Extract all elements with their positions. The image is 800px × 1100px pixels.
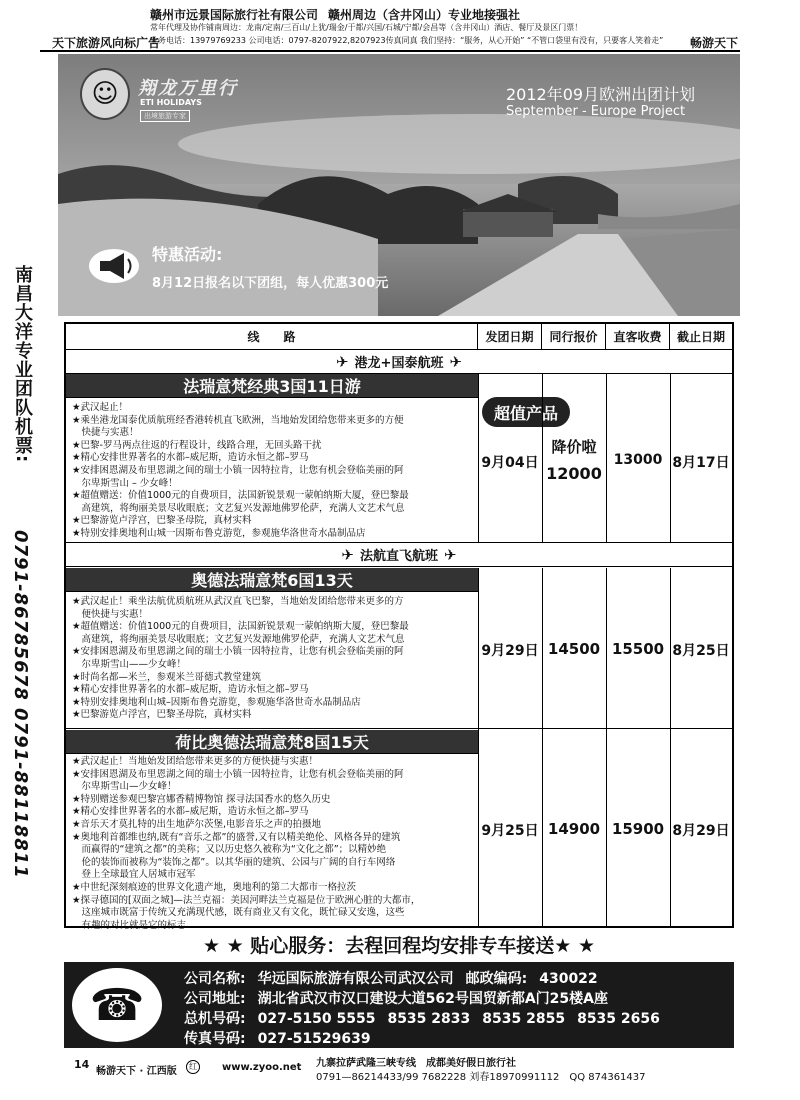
tour-2-line: ★巴黎游览卢浮宫，巴黎圣母院，真材实料 <box>72 709 252 721</box>
company-address: 湖北省武汉市汉口建设大道562号国贸新都A门25楼A座 <box>257 991 608 1007</box>
tour-3-line: ★安排困恩湖及布里恩湖之间的瑞士小镇一因特拉肯，让您有机会登临美丽的阿 <box>72 768 404 780</box>
company-name: 华远国际旅游有限公司武汉公司 <box>257 971 454 987</box>
tour-2-retail-price: 15500 <box>611 640 665 658</box>
tour-table <box>64 322 734 931</box>
label: 邮政编码: <box>465 971 528 987</box>
header-divider <box>40 50 740 52</box>
tour-1-retail-price: 13000 <box>613 452 663 468</box>
tour-1-line: ★安排困恩湖及布里恩湖之间的瑞士小镇一因特拉肯，让您有机会登临美丽的阿 <box>72 464 404 476</box>
tour-1-deadline: 8月17日 <box>672 455 730 471</box>
side-phones: 0791-86785678 0791-88118811 <box>10 530 31 879</box>
tour-1-line: ★巴黎游览卢浮宫，巴黎圣母院，真材实料 <box>72 515 252 527</box>
logo-subtitle: 出境旅游专家 <box>140 110 190 122</box>
label: 总机号码: <box>184 1011 246 1027</box>
tour-2-line: 高建筑，将绚丽美景尽收眼底；文艺复兴发源地佛罗伦萨，充满人文艺术气息 <box>72 633 405 645</box>
footer-ad-title: 九寨拉萨武隆三峡专线 成都美好假日旅行社 <box>316 1058 516 1069</box>
tour-3-line: ★特别赠送参观巴黎宫娜香精博物馆 探寻法国香水的悠久历史 <box>72 793 331 805</box>
label: 公司名称: <box>184 971 246 987</box>
airplane-icon: ✈ <box>335 352 349 371</box>
phone-number: 8535 2855 <box>482 1011 566 1027</box>
col-divider <box>606 374 607 543</box>
promo-block <box>88 242 428 312</box>
tour-2-title: 奥德法瑞意梵6国13天 <box>66 568 478 592</box>
side-ad <box>0 60 34 1060</box>
promo-text: 8月12日报名以下团组，每人优惠300元 <box>152 276 389 291</box>
tour-3-line: 而赢得的“建筑之都”的美称；又以历史悠久被称为“文化之都”；以精妙绝 <box>72 844 387 856</box>
row-divider <box>66 728 732 729</box>
airplane-icon: ✈ <box>449 352 463 371</box>
telephone-icon: ☎ <box>72 968 162 1042</box>
fax-number: 027-51529639 <box>257 1031 371 1047</box>
tour-2-line: ★特别安排奥地利山城–因斯布鲁克游览，参观施华洛世奇水晶制品店 <box>72 696 361 708</box>
tour-2-line: ★安排困恩湖及布里恩湖之间的瑞士小镇一因特拉肯，让您有机会登临美丽的阿 <box>72 646 404 658</box>
company-phone-row <box>184 1008 672 1028</box>
phone-number: 027-5150 5555 <box>257 1011 376 1027</box>
tour-3-line: ★武汉起止！当地始发团给您带来更多的方便快捷与实惠！ <box>72 756 319 767</box>
tour-2-line: 便快捷与实惠！ <box>72 608 149 620</box>
company-name: 赣州市远景国际旅行社有限公司 <box>150 8 319 22</box>
tour-3-line: 有趣的对比就是它的标志 <box>72 919 187 931</box>
header-left-label: 天下旅游风向标广告 <box>52 36 161 50</box>
airplane-icon: ✈ <box>341 545 354 564</box>
col-header-trade: 同行报价 <box>542 324 606 350</box>
header <box>0 0 800 50</box>
tour-3-line: 这座城市既富于传统又充满现代感，既有商业又有文化，既忙碌又安逸，这些 <box>72 907 405 919</box>
col-divider <box>670 568 671 926</box>
tour-3-line: 登上全球最宜人居城市冠军 <box>72 869 196 881</box>
hero-banner <box>58 54 740 316</box>
header-right-label: 畅游天下 <box>689 36 738 50</box>
section-label: 法航直飞航班 <box>359 549 438 564</box>
tour-3-date: 9月25日 <box>481 823 539 839</box>
tour-1-date: 9月04日 <box>481 455 539 471</box>
logo-name: 翔龙万里行 <box>138 78 238 99</box>
footer-ad-contacts: 0791—86214433/99 7682228 刘春18970991112 QQ 874361437 <box>316 1072 646 1083</box>
tour-1-line: ★乘坐港龙国泰优质航班经香港转机直飞欧洲，当地始发团给您带来更多的方便 <box>72 414 404 426</box>
phone-number: 8535 2656 <box>577 1011 660 1027</box>
tour-3-line: ★探寻德国的[双面之城]—法兰克福：美因河畔法兰克福是位于欧洲心脏的大都市， <box>72 894 421 906</box>
company-info <box>64 962 734 1048</box>
col-divider <box>478 374 479 543</box>
col-divider <box>606 568 607 926</box>
tour-1-line: ★巴黎-罗马两点往返的行程设计，线路合理，无回头路干扰 <box>72 439 322 451</box>
plan-title: 2012年09月欧洲出团计划 <box>506 85 696 104</box>
tour-3-line: ★音乐天才莫扎特的出生地萨尔茨堡,电影音乐之声的拍摄地 <box>72 818 322 830</box>
col-divider <box>478 568 479 926</box>
tour-1-line: ★武汉起止！ <box>72 402 129 413</box>
tour-3-trade-price: 14900 <box>547 820 601 838</box>
page-number: 14 <box>74 1058 90 1071</box>
section-label: 港龙+国泰航班 <box>354 356 444 371</box>
col-divider <box>542 568 543 926</box>
tour-3-line: 伦的装饰而被称为“装饰之都”。以其华丽的建筑、公园与广阔的自行车网络 <box>72 856 396 868</box>
tour-3-line: ★精心安排世界著名的水都–威尼斯，造访永恒之都–罗马 <box>72 806 309 818</box>
col-header-deadline: 截止日期 <box>670 324 732 350</box>
col-header-retail: 直客收费 <box>606 324 670 350</box>
label: 公司地址: <box>184 991 246 1007</box>
col-header-route: 线 路 <box>66 324 478 350</box>
header-company-line <box>150 6 520 23</box>
publication-badge-icon: 红 <box>186 1060 200 1074</box>
section-header-air-france <box>66 543 732 567</box>
company-address-row <box>184 988 620 1008</box>
tour-2-line: ★时尚名都—米兰，参观米兰哥德式教堂建筑 <box>72 671 262 683</box>
phone-number: 8535 2833 <box>387 1011 471 1027</box>
tour-3-line: ★奥地利首都维也纳,既有“音乐之都”的盛誉,又有以精美绝伦、风格各异的建筑 <box>72 831 401 843</box>
brand-logo <box>80 68 260 122</box>
kangaroo-mascot-icon: ☺ <box>80 68 130 120</box>
megaphone-icon <box>88 248 140 284</box>
col-header-date: 发团日期 <box>478 324 542 350</box>
footer <box>0 1050 800 1100</box>
tour-2-line: ★武汉起止！乘坐法航优质航班从武汉直飞巴黎，当地始发团给您带来更多的方 <box>72 596 404 607</box>
header-agents: 常年代理及协作铺南周边：龙南/定南/三百山/上犹/瑞金/于都/兴国/石城/宁都/会昌等（含井冈山）酒店、餐厅及景区门票！ <box>150 23 583 32</box>
tour-1-line: 快捷与实惠！ <box>72 427 139 439</box>
tour-1-trade-price: 12000 <box>546 464 602 483</box>
company-name-row <box>184 968 610 988</box>
tour-3-details <box>72 756 474 932</box>
value-product-badge: 超值产品 <box>482 397 570 427</box>
header-contacts: 业务电话：13979769233 公司电话：0797-8207922,8207923传真同真 我们坚持：“服务，从心开始” “不管口袋里有没有，只要客人笑着走” <box>150 36 664 45</box>
tour-1-trade-note: 降价啦 <box>551 438 597 456</box>
col-divider <box>670 374 671 543</box>
zip-code: 430022 <box>539 971 598 987</box>
tour-2-date: 9月29日 <box>481 643 539 659</box>
company-tagline: 赣州周边（含井冈山）专业地接强社 <box>328 8 521 22</box>
tour-1-line: ★精心安排世界著名的水都–威尼斯，造访永恒之都–罗马 <box>72 452 309 464</box>
publication-name: 畅游天下 · 江西版 <box>96 1066 177 1077</box>
side-label: 南昌大洋专业团队机票: <box>12 265 33 464</box>
tour-3-line: ★中世纪深刻痕迹的世界文化遗产地，奥地利的第二大都市一格拉茨 <box>72 881 357 893</box>
tour-3-retail-price: 15900 <box>611 820 665 838</box>
logo-english: ETI HOLIDAYS <box>140 98 202 107</box>
tour-3-deadline: 8月29日 <box>672 823 730 839</box>
tour-3-title: 荷比奥德法瑞意梵8国15天 <box>66 730 478 754</box>
tour-2-line: ★精心安排世界著名的水都–威尼斯，造访永恒之都–罗马 <box>72 684 309 696</box>
tour-1-details <box>72 402 474 541</box>
tour-2-line: 尔卑斯雪山——少女峰！ <box>72 658 187 670</box>
section-header-hongkong-airlines <box>66 350 732 374</box>
tour-1-line: ★超值赠送：价值1000元的自费项目，法国新锐景观一蒙帕纳斯大厦，登巴黎最 <box>72 490 409 502</box>
tour-2-deadline: 8月25日 <box>672 643 730 659</box>
label: 传真号码: <box>184 1031 246 1047</box>
promo-title: 特惠活动: <box>152 245 223 264</box>
tour-1-line: 尔卑斯雪山 – 少女峰！ <box>72 477 178 489</box>
plan-subtitle: September - Europe Project <box>506 104 686 119</box>
tour-2-details <box>72 596 474 722</box>
tour-2-line: ★超值赠送：价值1000元的自费项目，法国新锐景观一蒙帕纳斯大厦，登巴黎最 <box>72 621 409 633</box>
tour-2-trade-price: 14500 <box>547 640 601 658</box>
tour-1-title: 法瑞意梵经典3国11日游 <box>66 374 478 398</box>
tour-1-line: 高建筑，将绚丽美景尽收眼底；文艺复兴发源地佛罗伦萨，充满人文艺术气息 <box>72 502 405 514</box>
company-fax-row <box>184 1028 383 1048</box>
website-link[interactable]: www.zyoo.net <box>222 1062 302 1073</box>
tour-3-line: 尔卑斯雪山—少女峰！ <box>72 781 177 793</box>
tour-1-line: ★特别安排奥地利山城一因斯布鲁克游览，参观施华洛世奇水晶制品店 <box>72 527 366 539</box>
col-divider <box>542 374 543 543</box>
service-banner: ★ ★ 贴心服务：去程回程均安排专车接送★ ★ <box>203 935 595 957</box>
airplane-icon: ✈ <box>444 545 457 564</box>
